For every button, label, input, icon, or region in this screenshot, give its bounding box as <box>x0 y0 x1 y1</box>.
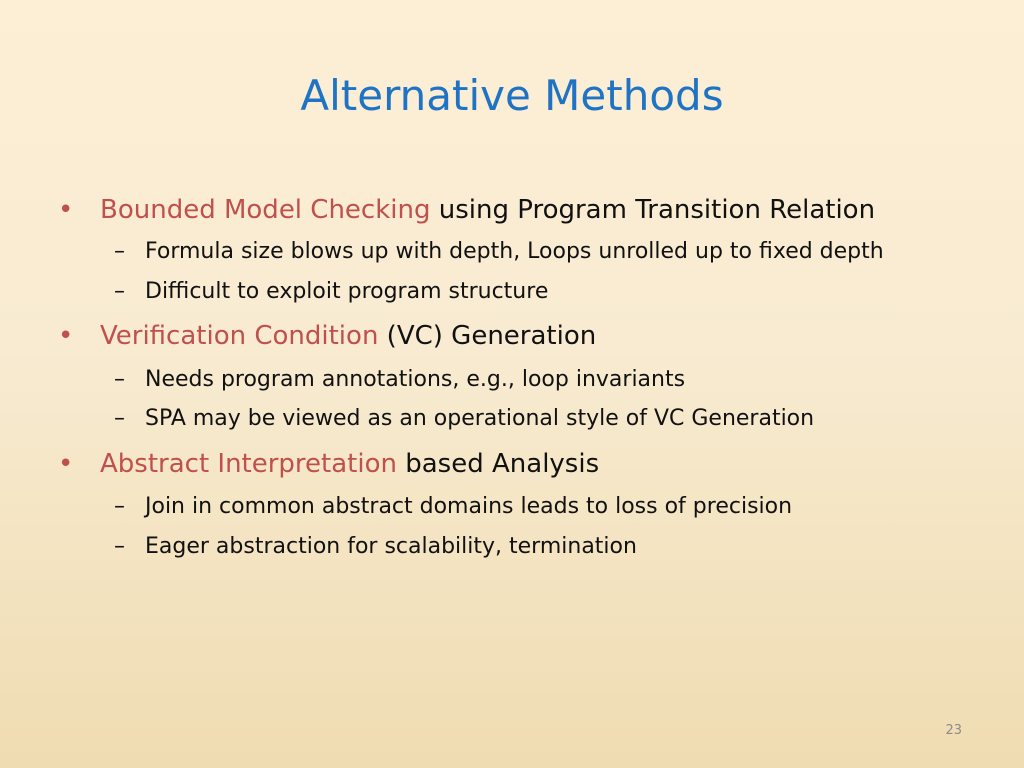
sub-bullet-marker: – <box>114 279 125 304</box>
sub-bullet-text: Difficult to exploit program structure <box>145 279 549 304</box>
bullet-text <box>100 193 875 227</box>
page-number: 23 <box>945 723 962 738</box>
sub-bullet-text: Join in common abstract domains leads to loss of precision <box>145 494 793 519</box>
sub-bullet-marker: – <box>114 239 125 264</box>
slide-title: Alternative Methods <box>300 71 724 120</box>
bullet-marker: • <box>58 449 74 479</box>
bullet-rest: (VC) Generation <box>378 321 597 351</box>
bullet-rest: based Analysis <box>396 449 600 479</box>
bullet-marker: • <box>58 195 74 225</box>
bullet-text <box>100 447 599 481</box>
sub-bullet-text: SPA may be viewed as an operational style of VC Generation <box>145 406 815 431</box>
sub-bullet-marker: – <box>114 494 125 519</box>
bullet-highlight: Bounded Model Checking <box>100 195 431 225</box>
bullet-highlight: Verification Condition <box>100 321 379 351</box>
sub-bullet-marker: – <box>114 367 125 392</box>
bullet-marker: • <box>58 321 74 351</box>
sub-bullet-text: Eager abstraction for scalability, termination <box>145 534 637 559</box>
sub-bullet-text: Needs program annotations, e.g., loop invariants <box>145 367 686 392</box>
bullet-text <box>100 319 596 353</box>
sub-bullet-marker: – <box>114 406 125 431</box>
bullet-rest: using Program Transition Relation <box>430 195 876 225</box>
sub-bullet-marker: – <box>114 534 125 559</box>
bullet-highlight: Abstract Interpretation <box>100 449 397 479</box>
sub-bullet-text: Formula size blows up with depth, Loops unrolled up to fixed depth <box>145 239 884 264</box>
